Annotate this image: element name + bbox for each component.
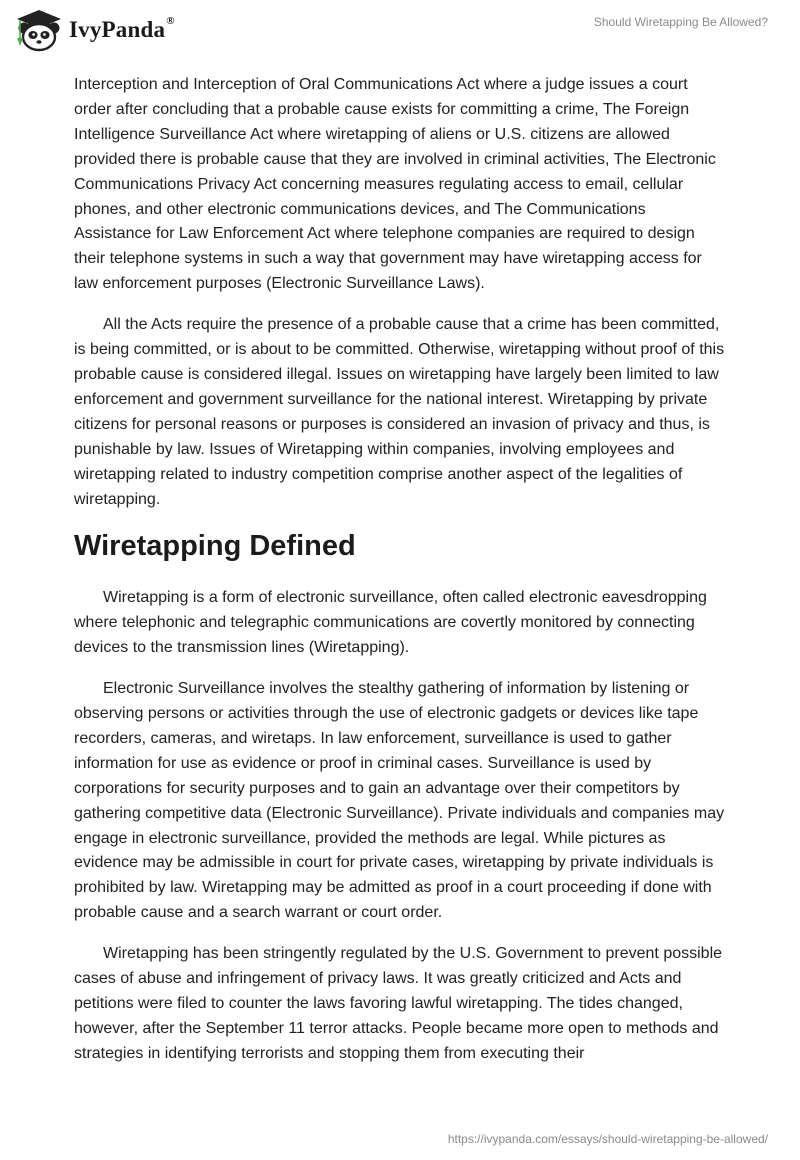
panda-graduate-icon [14,8,64,52]
section-heading: Wiretapping Defined [74,530,356,563]
document-title: Should Wiretapping Be Allowed? [593,15,768,29]
paragraph-1: Interception and Interception of Oral Communications Act where a judge issues a court order after concluding that a probable cause exists for committing a crime, The Foreign Intelligence Surveillance Act where wiretapping of aliens or U.S. citizens are allowed provided there is probable cause that they are involved in criminal activities, The Electronic Communications Privacy Act concerning measures regulating access to email, cellular phones, and other electronic communications devices, and The Communications Assistance for Law Enforcement Act where telephone companies are required to design their telephone systems in such a way that government may have wiretapping access for law enforcement purposes (Electronic Surveillance Laws). [74,76,716,293]
footer-url[interactable]: https://ivypanda.com/essays/should-wiretapping-be-allowed/ [447,1132,768,1146]
paragraph-4: Electronic Surveillance involves the stealthy gathering of information by listening or observing persons or activities through the use of electronic gadgets or devices like tape recorders, cameras, and wiretaps. In law enforcement, surveillance is used to gather information for use as evidence or proof in criminal cases. Surveillance is used by corporations for security purposes and to gain an advantage over their competitors by gathering competitive data (Electronic Surveillance). Private individuals and companies may engage in electronic surveillance, provided the methods are legal. While pictures as evidence may be admissible in court for private cases, wiretapping by private individuals is prohibited by law. Wiretapping may be admitted as proof in a court proceeding if done with probable cause and a search warrant or court order. [74,680,725,922]
paragraph-5: Wiretapping has been stringently regulated by the U.S. Government to prevent possible cases of abuse and infringement of privacy laws. It was greatly criticized and Acts and petitions were filed to counter the laws favoring lawful wiretapping. The tides changed, however, after the September 11 terror attacks. People became more open to methods and strategies in identifying terrorists and stopping them from executing their [74,945,723,1062]
ivypanda-logo[interactable] [14,8,175,52]
paragraph-2: All the Acts require the presence of a probable cause that a crime has been committed, is being committed, or is about to be committed. Otherwise, wiretapping without proof of this probable cause is considered illegal. Issues on wiretapping have largely been limited to law enforcement and government surveillance for the national interest. Wiretapping by private citizens for personal reasons or purposes is considered an invasion of privacy and thus, is punishable by law. Issues of Wiretapping within companies, involving employees and wiretapping related to industry competition comprise another aspect of the legalities of wiretapping. [74,316,725,508]
page-header [0,0,800,60]
brand-name: IvyPanda® [69,15,175,42]
paragraph-3: Wiretapping is a form of electronic surveillance, often called electronic eavesdropping where telephonic and telegraphic communications are covertly monitored by connecting devices to the transmission lines (Wiretapping). [74,589,707,657]
registered-mark: ® [166,15,175,27]
essay-content [74,73,726,1083]
